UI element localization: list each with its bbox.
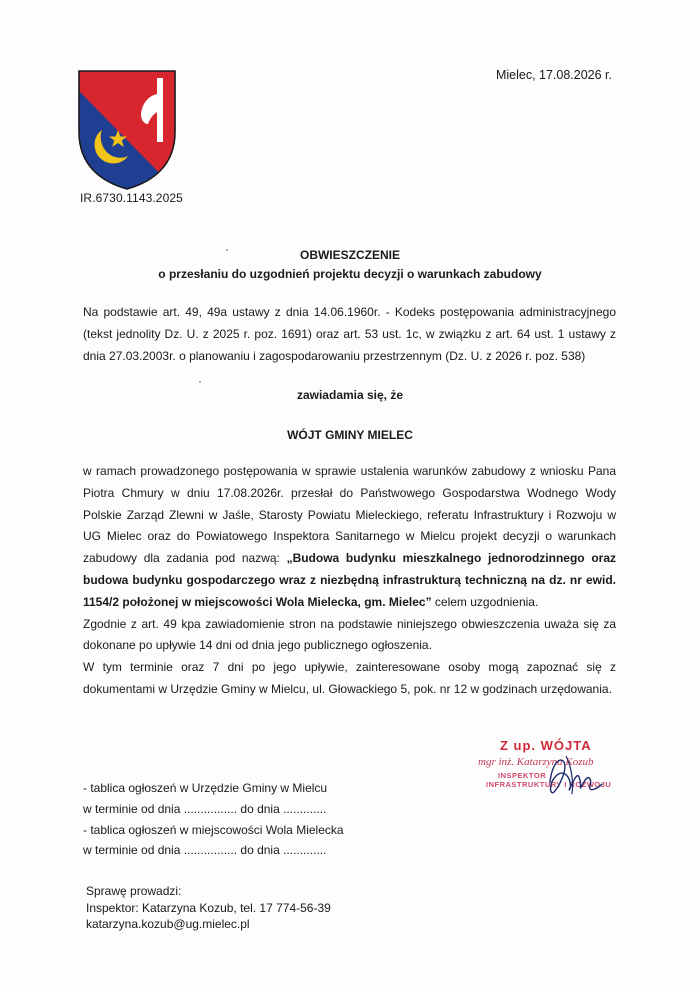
coat-of-arms-icon <box>78 70 176 190</box>
case-handler <box>86 883 331 933</box>
stamp-line-2: mgr inż. Katarzyna Kozub <box>478 756 594 768</box>
scan-speck <box>226 249 228 251</box>
notice-body <box>83 461 616 701</box>
place-date: Mielec, 17.08.2026 r. <box>495 68 612 82</box>
posting-line: - tablica ogłoszeń w miejscowości Wola Mielecka <box>83 822 344 837</box>
official-stamp <box>478 734 638 804</box>
legal-basis <box>83 302 616 367</box>
posting-line: - tablica ogłoszeń w Urzędzie Gminy w Mielcu <box>83 781 328 795</box>
stamp-line-4: INFRASTRUKTURY I ROZWOJU <box>486 780 612 789</box>
authority-name: WÓJT GMINY MIELEC <box>287 428 413 442</box>
legal-basis-text: Na podstawie art. 49, 49a ustawy z dnia 14.06.1960r. - Kodeks postępowania administracyjnego (tekst jednolity Dz. U. z 2025 r. poz. 1691) oraz art. 53 ust. 1c, w związku z art. 64 ust. 1 ustawy z dnia 27.03.2003r. o planowaniu i zagospodarowaniu przestrzennym (Dz. U. z 2026 r. poz. 538) <box>83 305 616 363</box>
body-intro-end: celem uzgodnienia. <box>431 594 539 609</box>
document-subtitle: o przesłaniu do uzgodnień projektu decyzji o warunkach zabudowy <box>158 267 542 281</box>
posting-line: w terminie od dnia ................ do dnia ............. <box>83 801 327 816</box>
posting-line: w terminie od dnia ................ do dnia ............. <box>83 843 327 858</box>
body-paragraph-1 <box>83 461 616 614</box>
body-paragraph-2: Zgodnie z art. 49 kpa zawiadomienie stron na podstawie niniejszego obwieszczenia uważa się za dokonane po upływie 14 dni od dnia jego publicznego ogłoszenia. <box>83 616 616 653</box>
posting-info <box>83 778 413 861</box>
notice-line: zawiadamia się, że <box>296 388 404 402</box>
document-title: OBWIESZCZENIE <box>299 248 400 262</box>
stamp-line-3: INSPEKTOR <box>498 771 547 780</box>
case-handler-label: Sprawę prowadzi: <box>86 884 182 898</box>
stamp-line-1: Z up. WÓJTA <box>500 738 592 753</box>
project-name: „Budowa budynku mieszkalnego jednorodzinnego oraz budowa budynku gospodarczego wraz z niezbędną infrastrukturą techniczną na dz. nr ewid. 1154/2 położonej w miejscowości Wola Mielecka, gm. Mielec” <box>83 551 616 609</box>
body-intro: w ramach prowadzonego postępowania w sprawie ustalenia warunków zabudowy z wniosku Pana Piotra Chmury w dniu 17.08.2026r. przesłał do Państwowego Gospodarstwa Wodnego Wody Polskie Zarząd Zlewni w Jaśle, Starosty Powiatu Mieleckiego, referatu Infrastruktury i Rozwoju w UG Mielec oraz do Powiatowego Inspektora Sanitarnego w Mielcu projekt decyzji o warunkach zabudowy dla zadania pod nazwą: <box>83 464 616 566</box>
reference-number: IR.6730.1143.2025 <box>80 191 183 205</box>
body-paragraph-3: W tym terminie oraz 7 dni po jego upływie, zainteresowane osoby mogą zapoznać się z dokumentami w Urzędzie Gminy w Mielcu, ul. Głowackiego 5, pok. nr 12 w godzinach urzędowania. <box>83 660 616 696</box>
signature-icon <box>478 734 638 804</box>
case-handler-person: Inspektor: Katarzyna Kozub, tel. 17 774-56-39 <box>86 900 331 915</box>
scan-speck <box>199 381 201 383</box>
case-handler-email: katarzyna.kozub@ug.mielec.pl <box>86 917 250 931</box>
